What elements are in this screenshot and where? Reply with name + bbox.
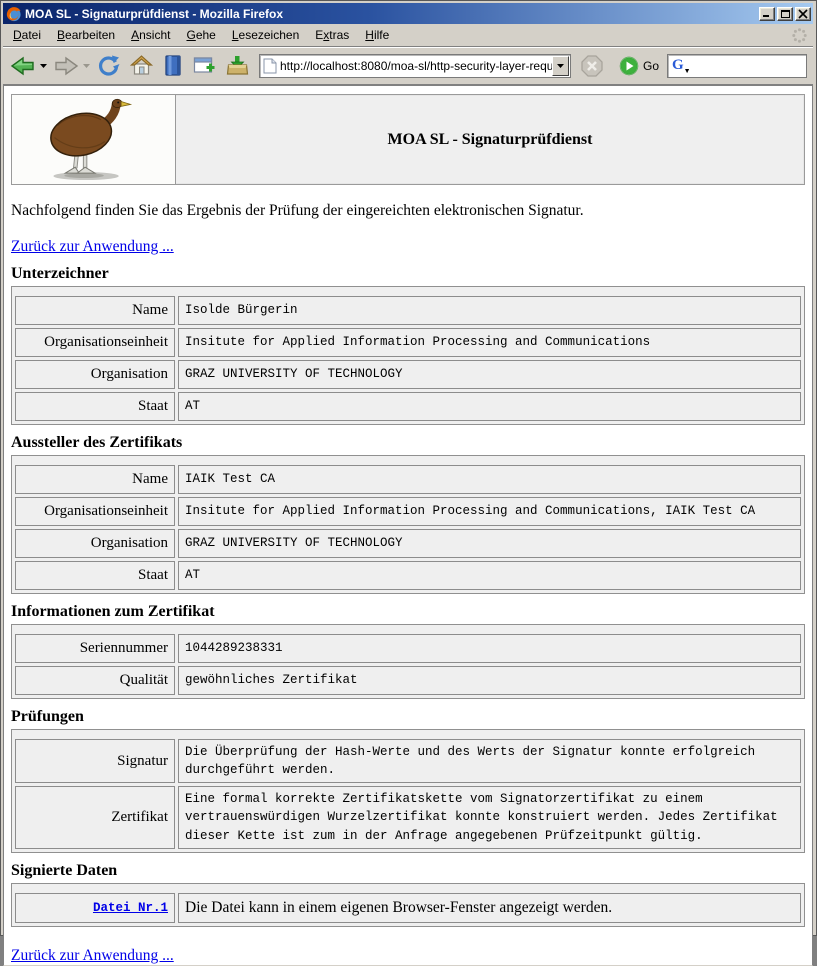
home-button[interactable] <box>126 51 157 81</box>
forward-dropdown-button[interactable] <box>82 54 91 78</box>
table-aussteller <box>11 455 805 594</box>
row-value: IAIK Test CA <box>178 465 801 494</box>
section-heading-zertifikat-info: Informationen zum Zertifikat <box>11 603 215 620</box>
moa-bird-image <box>28 98 160 182</box>
intro-text: Nachfolgend finden Sie das Ergebnis der Prüfung der eingereichten elektronischen Signatur. <box>11 202 584 219</box>
new-window-icon <box>192 54 217 78</box>
table-row <box>15 739 801 783</box>
reload-icon <box>96 54 121 78</box>
back-icon <box>10 54 36 78</box>
go-button-label: Go <box>642 58 659 73</box>
download-icon <box>225 54 250 78</box>
row-value: GRAZ UNIVERSITY OF TECHNOLOGY <box>178 529 801 558</box>
datei-nr1-link[interactable]: Datei Nr.1 <box>92 900 168 915</box>
go-icon <box>619 56 639 76</box>
row-label: Zertifikat <box>15 786 175 848</box>
url-input[interactable] <box>280 57 552 75</box>
row-label <box>15 893 175 923</box>
menu-item-datei[interactable]: Datei <box>13 28 42 42</box>
table-row <box>15 497 801 526</box>
section-heading-pruefungen: Prüfungen <box>11 708 84 725</box>
table-row <box>15 465 801 494</box>
stop-button[interactable] <box>577 51 607 81</box>
chevron-down-icon <box>40 64 47 68</box>
table-row <box>15 392 801 421</box>
row-value: Die Datei kann in einem eigenen Browser-Fenster angezeigt werden. <box>178 893 801 923</box>
table-signierte-daten <box>11 883 805 927</box>
section-heading-aussteller: Aussteller des Zertifikats <box>11 434 183 451</box>
google-logo-icon: G <box>672 57 684 73</box>
menu-item-hilfe[interactable]: Hilfe <box>365 28 390 42</box>
row-value: AT <box>178 392 801 421</box>
row-value: Eine formal korrekte Zertifikatskette vom Signatorzertifikat zu einem vertrauenswürdigen Wurzelzertifikat konnte konstruiert werden. Jedes Zertifikat dieser Kette ist zum in der Anfrage angegebenen Prüfzeitpunkt gültig. <box>178 786 801 848</box>
row-value: GRAZ UNIVERSITY OF TECHNOLOGY <box>178 360 801 389</box>
logo-cell <box>12 95 176 184</box>
page-icon <box>263 58 277 74</box>
row-label: Signatur <box>15 739 175 783</box>
menu-item-ansicht[interactable]: Ansicht <box>131 28 171 42</box>
forward-button[interactable] <box>50 51 80 81</box>
section-heading-unterzeichner: Unterzeichner <box>11 265 109 282</box>
maximize-icon <box>781 10 790 18</box>
back-to-application-link-bottom[interactable]: Zurück zur Anwendung ... <box>11 947 174 965</box>
home-icon <box>129 54 154 78</box>
reload-button[interactable] <box>93 51 124 81</box>
back-to-application-link-top[interactable]: Zurück zur Anwendung ... <box>11 238 174 255</box>
table-row <box>15 360 801 389</box>
menu-item-lesezeichen[interactable]: Lesezeichen <box>231 28 300 42</box>
row-label: Organisation <box>15 360 175 389</box>
search-engine-dropdown-icon[interactable]: ▼ <box>683 67 691 75</box>
back-button[interactable] <box>7 51 37 81</box>
chevron-down-icon <box>557 64 564 68</box>
table-row <box>15 561 801 590</box>
row-value: Die Überprüfung der Hash-Werte und des Werts der Signatur konnte erfolgreich durchgeführt werden. <box>178 739 801 783</box>
minimize-icon <box>763 10 771 17</box>
table-row <box>15 529 801 558</box>
table-row <box>15 328 801 357</box>
download-button[interactable] <box>222 51 253 81</box>
url-bar[interactable] <box>259 54 571 78</box>
url-dropdown-button[interactable] <box>552 56 569 76</box>
go-button[interactable] <box>609 56 665 76</box>
row-label: Name <box>15 296 175 325</box>
section-heading-signierte-daten: Signierte Daten <box>11 861 118 879</box>
table-row <box>15 634 801 663</box>
bookmarks-icon <box>162 54 184 78</box>
row-label: Qualität <box>15 666 175 695</box>
bookmarks-button[interactable] <box>159 51 187 81</box>
back-dropdown-button[interactable] <box>39 54 48 78</box>
row-label: Staat <box>15 392 175 421</box>
row-value: 1044289238331 <box>178 634 801 663</box>
menu-bar <box>3 24 813 47</box>
table-zertifikat-info <box>11 624 805 699</box>
menu-item-gehe[interactable]: Gehe <box>186 28 216 42</box>
row-label: Seriennummer <box>15 634 175 663</box>
new-window-button[interactable] <box>189 51 220 81</box>
page-header-table <box>11 94 805 185</box>
navigation-toolbar <box>3 47 813 85</box>
search-input[interactable] <box>691 59 804 73</box>
table-row <box>15 666 801 695</box>
close-button[interactable] <box>795 7 811 21</box>
forward-icon <box>53 54 79 78</box>
table-row <box>15 296 801 325</box>
table-unterzeichner <box>11 286 805 425</box>
table-pruefungen <box>11 729 805 853</box>
maximize-button[interactable] <box>777 7 793 21</box>
row-value: Insitute for Applied Information Processing and Communications, IAIK Test CA <box>178 497 801 526</box>
minimize-button[interactable] <box>759 7 775 21</box>
row-value: AT <box>178 561 801 590</box>
row-label: Organisationseinheit <box>15 328 175 357</box>
menu-item-bearbeiten[interactable]: Bearbeiten <box>57 28 116 42</box>
page-title: MOA SL - Signaturprüfdienst <box>387 130 593 148</box>
window-title: MOA SL - Signaturprüfdienst - Mozilla Firefox <box>25 6 284 21</box>
row-label: Staat <box>15 561 175 590</box>
search-box[interactable] <box>667 54 807 78</box>
row-label: Organisation <box>15 529 175 558</box>
row-value: gewöhnliches Zertifikat <box>178 666 801 695</box>
menu-item-extras[interactable]: Extras <box>315 28 350 42</box>
chevron-down-icon <box>83 64 90 68</box>
throbber-icon <box>792 28 807 43</box>
firefox-logo-icon <box>6 6 22 22</box>
stop-icon <box>580 54 604 78</box>
row-label: Name <box>15 465 175 494</box>
page-content <box>3 85 813 966</box>
table-row <box>15 893 801 923</box>
row-value: Isolde Bürgerin <box>178 296 801 325</box>
title-bar <box>3 3 813 24</box>
table-row <box>15 786 801 848</box>
close-icon <box>799 10 807 18</box>
row-value: Insitute for Applied Information Processing and Communications <box>178 328 801 357</box>
row-label: Organisationseinheit <box>15 497 175 526</box>
